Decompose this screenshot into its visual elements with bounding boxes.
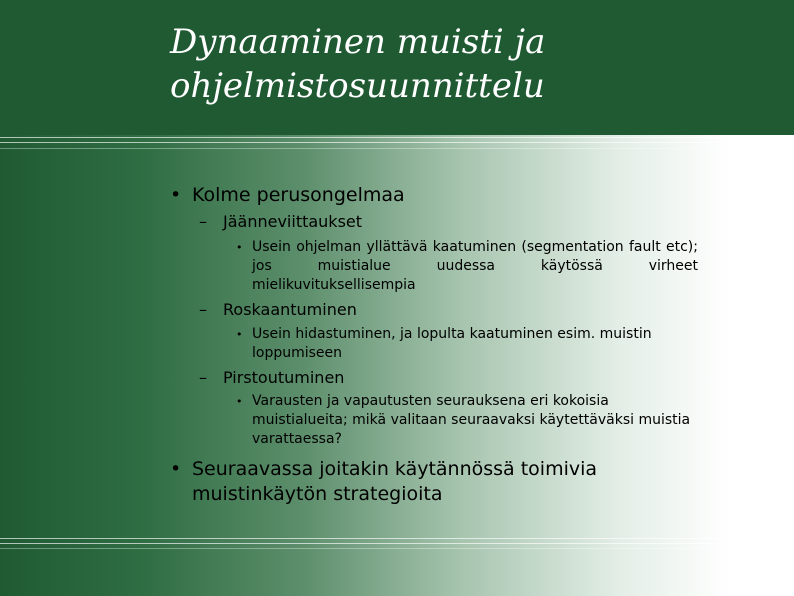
- sub-sub-bullet-item: [236, 325, 712, 363]
- bullet-text: Jäänneviittaukset: [223, 212, 363, 231]
- sub-sub-bullet-item: [236, 238, 698, 295]
- bullet-item: [170, 457, 662, 507]
- sub-sub-bullet-item: [236, 392, 698, 449]
- bullet-text: Kolme perusongelmaa: [192, 184, 405, 206]
- bullet-text: Varausten ja vapautusten seurauksena eri kokoisia muistialueita; mikä valitaan seuraavaksi käytettäväksi muistia varattaessa?: [252, 393, 691, 447]
- bullet-text: Seuraavassa joitakin käytännössä toimivia muistinkäytön strategioita: [192, 458, 598, 505]
- bullet-text: Usein hidastuminen, ja lopulta kaatuminen esim. muistin loppumiseen: [252, 326, 652, 361]
- bullet-marker: –: [199, 300, 207, 319]
- bullet-text: Pirstoutuminen: [223, 368, 345, 387]
- bullet-text: Usein ohjelman yllättävä kaatuminen (segmentation fault etc); jos muistialue uudessa käytössä virheet mielikuvituksellisempia: [252, 239, 698, 293]
- bullet-marker: •: [236, 241, 243, 254]
- bullet-marker: •: [170, 184, 182, 206]
- bullet-marker: •: [170, 458, 182, 480]
- bullet-marker: –: [199, 212, 207, 231]
- bullet-marker: •: [236, 328, 243, 341]
- bullet-marker: •: [236, 395, 243, 408]
- sub-bullet-item: [199, 299, 723, 320]
- bullet-text: Roskaantuminen: [223, 300, 357, 319]
- sub-bullet-item: [199, 367, 723, 388]
- title-line-1: Dynaaminen muisti ja: [170, 22, 546, 62]
- sub-bullet-item: [199, 211, 723, 232]
- bullet-marker: –: [199, 368, 207, 387]
- title-line-2: ohjelmistosuunnittelu: [170, 66, 545, 106]
- bullet-item: [170, 183, 752, 208]
